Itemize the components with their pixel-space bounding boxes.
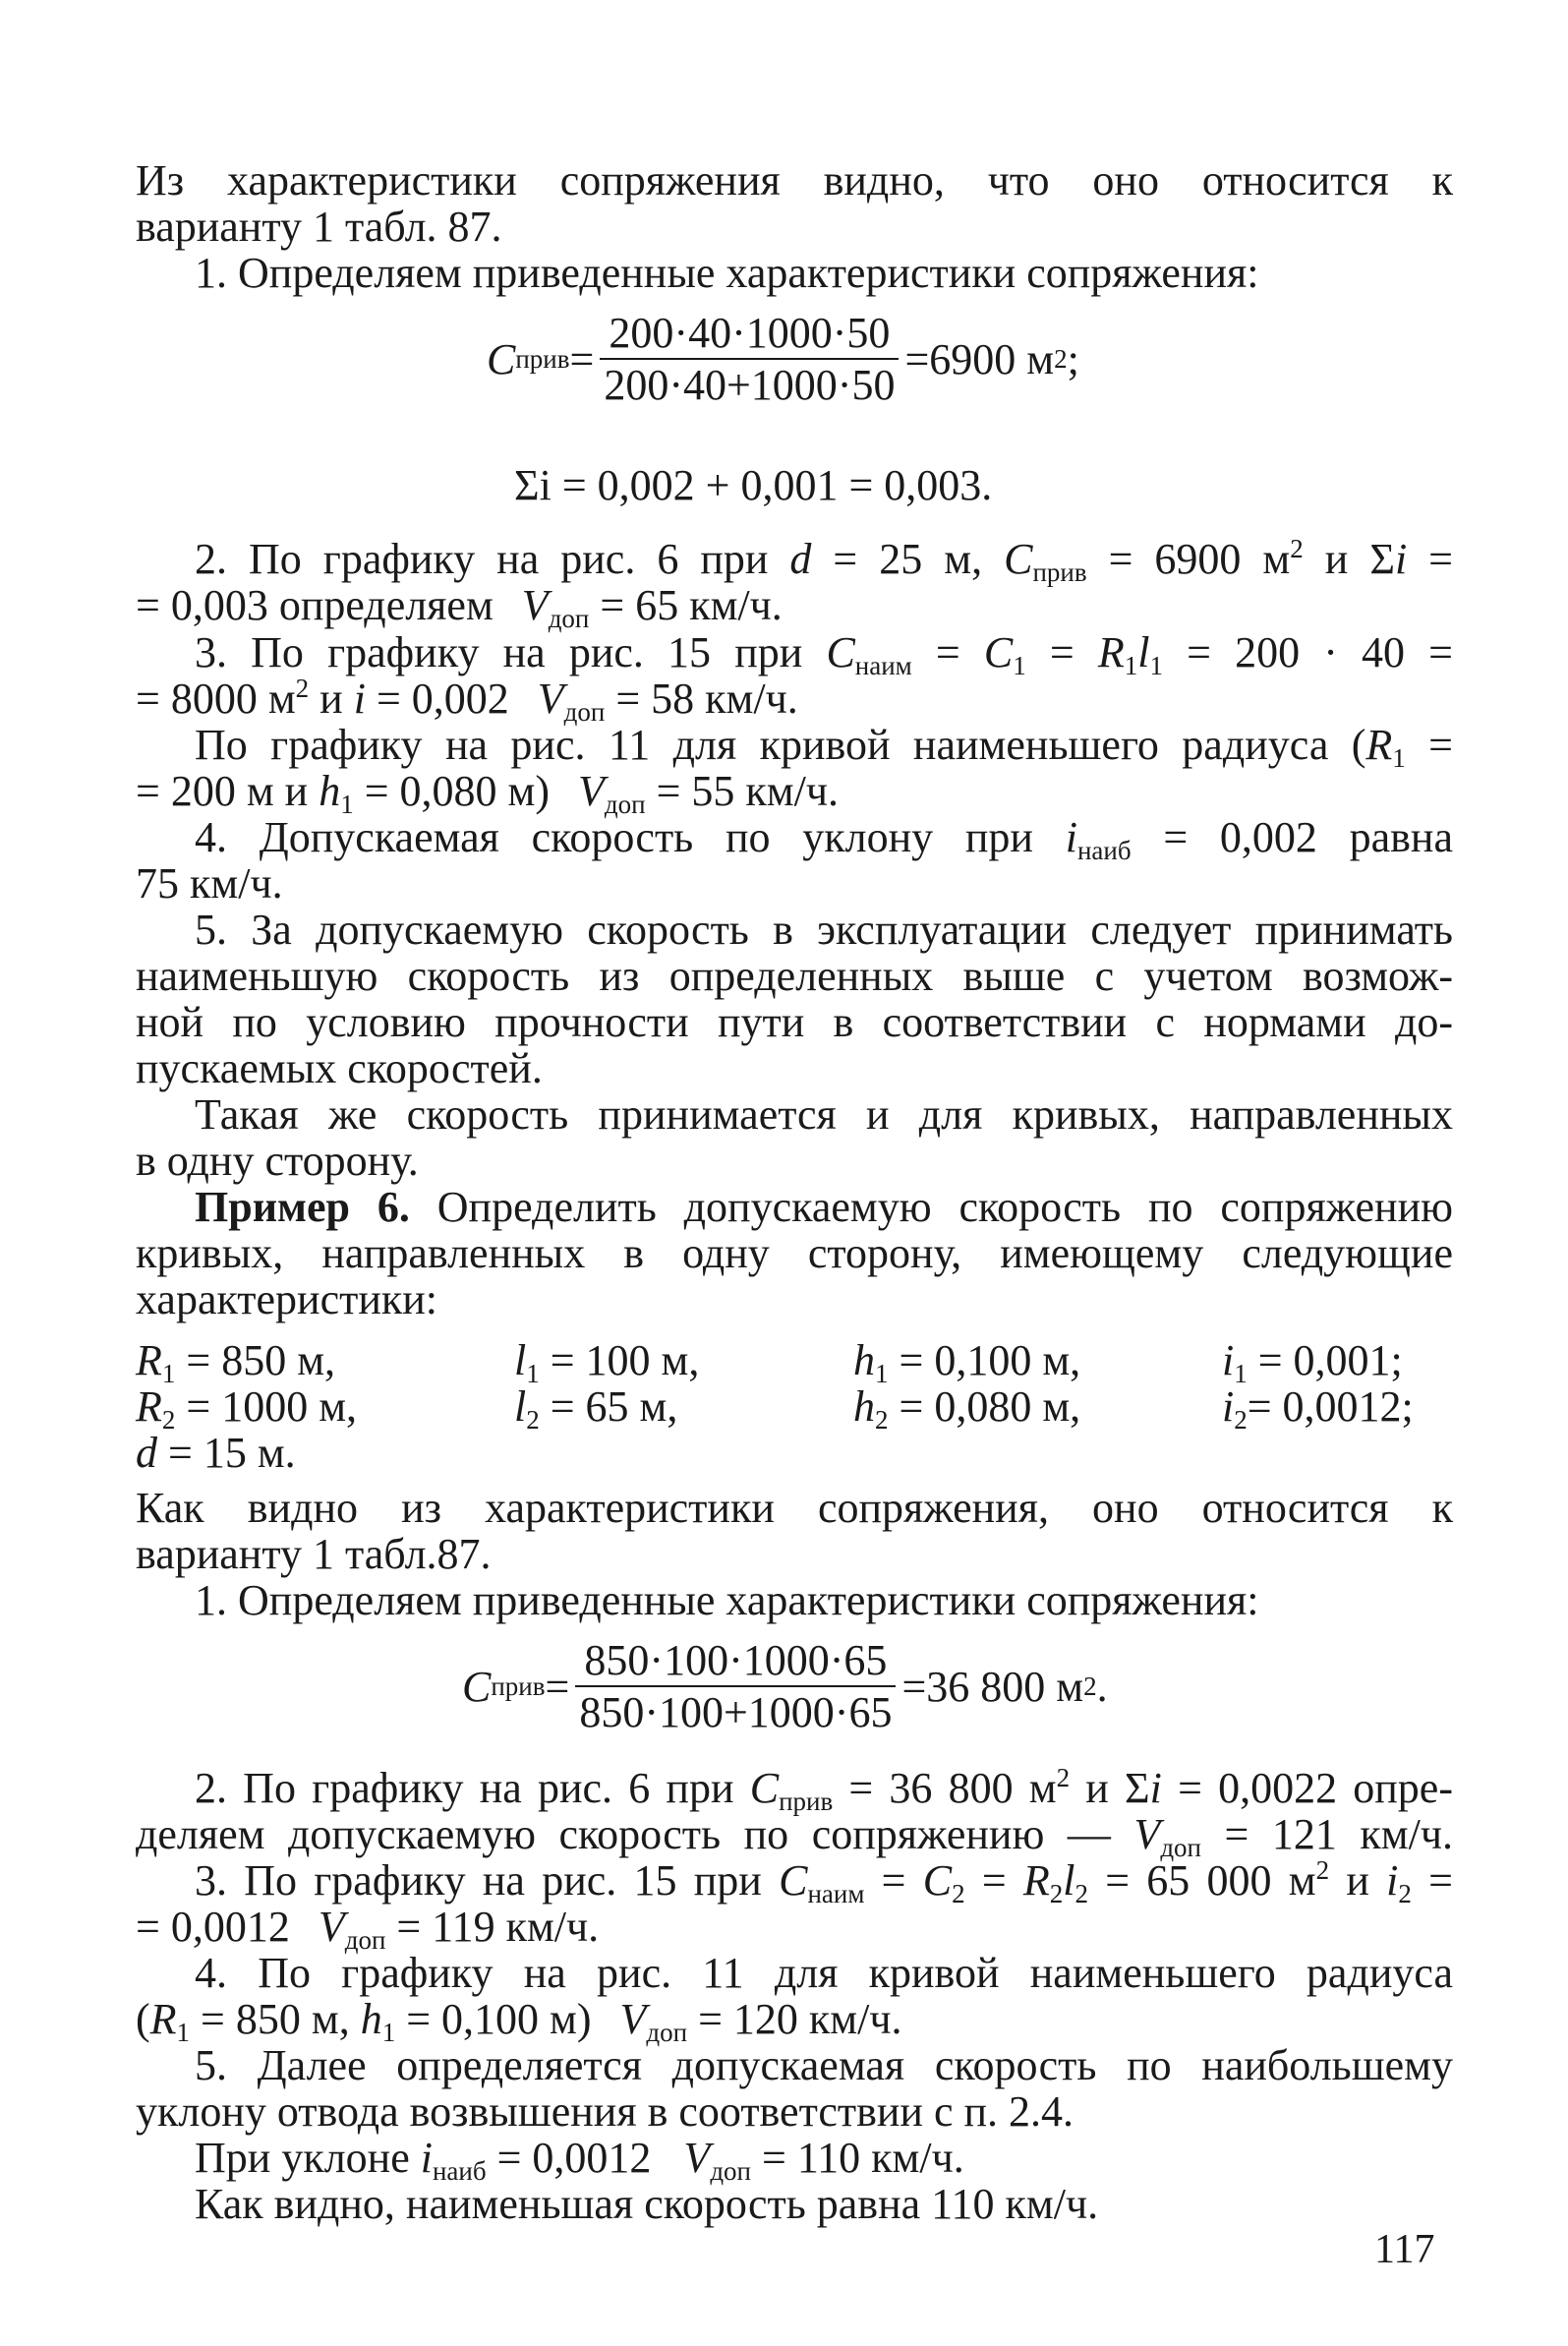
formula-c-priv-2: C прив = $\frac{850\cdot 100\cdot 1000\cdot 65}{850\cdot 100+1000\cdot 65}$ =36 800 м 2 . xyxy=(462,1636,1108,1736)
example6-line1: Пример 6. Определить допускаемую скорость по сопряжению xyxy=(195,1183,1453,1231)
parameter-value: = 65 м, xyxy=(539,1382,678,1431)
parameter-value: = 0,100 м, xyxy=(888,1336,1081,1384)
parameter-cell xyxy=(136,1336,514,1388)
b1-step5-line4: пускаемых скоростей. xyxy=(136,1044,543,1092)
parameter-index: 2 xyxy=(1234,1405,1248,1435)
formula-c-priv-1: C прив = $\frac{200\cdot 40\cdot 1000\cdot 50}{200\cdot 40+1000\cdot 50}$ =6900 м 2 ; xyxy=(487,309,1079,409)
b2-line2: варианту 1 табл.87. xyxy=(136,1530,492,1578)
parameter-value: = 0,0012; xyxy=(1247,1382,1414,1431)
parameter-symbol: l xyxy=(514,1382,527,1431)
intro-line-1: Из характеристики сопряжения видно, что оно относится к xyxy=(136,156,1453,205)
page-number: 117 xyxy=(1374,2227,1435,2272)
example6-line3: характеристики: xyxy=(136,1275,438,1323)
b3-final-line: Как видно, наименьшая скорость равна 110 км/ч. xyxy=(195,2180,1099,2228)
b1-same-speed-line2: в одну сторону. xyxy=(136,1137,419,1185)
parameter-symbol: R xyxy=(136,1382,162,1431)
b1-step5-line3: ной по условию прочности пути в соответствии с нормами до- xyxy=(136,998,1453,1046)
parameter-index: 1 xyxy=(875,1359,889,1388)
example6-line2: кривых, направленных в одну сторону, имеющему следующие xyxy=(136,1229,1453,1277)
b1-same-speed-line1: Такая же скорость принимается и для кривых, направленных xyxy=(195,1090,1453,1139)
b3-slope-line: При уклоне $i_{наиб} = 0,0012$ $V_{доп} = 110$ км/ч. xyxy=(195,2134,964,2186)
parameter-index: 1 xyxy=(526,1359,540,1388)
b2-line1: Как видно из характеристики сопряжения, оно относится к xyxy=(136,1484,1453,1532)
b1-step2-line2: = 0,003 определяем $V_{доп} = 65$ км/ч. xyxy=(136,581,783,633)
parameter-row xyxy=(136,1430,1453,1476)
parameter-cell xyxy=(1222,1382,1453,1435)
fraction: $\frac{200\cdot 40\cdot 1000\cdot 50}{200\cdot 40+1000\cdot 50}$ xyxy=(600,310,899,408)
parameter-cell xyxy=(514,1382,853,1435)
parameter-symbol: h xyxy=(853,1382,875,1431)
fraction: $\frac{850\cdot 100\cdot 1000\cdot 65}{850\cdot 100+1000\cdot 65}$ xyxy=(575,1637,896,1735)
parameter-cell xyxy=(136,1382,514,1435)
parameter-index: 1 xyxy=(1234,1359,1248,1388)
b3-step2-line2: деляем допускаемую скорость по сопряжению — $V_{доп} = 121$ км/ч. xyxy=(136,1810,1453,1862)
parameter-index: 2 xyxy=(526,1405,540,1435)
curve-parameters xyxy=(136,1337,1453,1476)
parameter-symbol: h xyxy=(853,1336,875,1384)
parameter-value: = 15 м. xyxy=(157,1429,296,1477)
b1-step5-line2: наименьшую скорость из определенных выше с учетом возмож- xyxy=(136,952,1453,1000)
b3-step5-line2: уклону отвода возвышения в соответствии с п. 2.4. xyxy=(136,2087,1074,2136)
parameter-value: = 100 м, xyxy=(539,1336,700,1384)
b3-step4-line2: ($R_1 = 850$ м, $h_1 = 0,100$ м) $V_{доп} = 120$ км/ч. xyxy=(136,1995,902,2047)
b1-step2-line1: 2. По графику на рис. 6 при d = 25 м, $C_{прив} = 6900$ $м^2$ и Σi = xyxy=(195,534,1453,587)
parameter-value: = 850 м, xyxy=(175,1336,336,1384)
parameter-symbol: i xyxy=(1222,1336,1235,1384)
b1-step5-line1: 5. За допускаемую скорость в эксплуатации следует принимать xyxy=(195,906,1453,954)
formula-sum-i: Σi = 0,002 + 0,001 = 0,003. xyxy=(514,461,993,509)
parameter-symbol: d xyxy=(136,1429,157,1477)
step1-heading: 1. Определяем приведенные характеристики сопряжения: xyxy=(195,249,1259,297)
parameter-cell xyxy=(136,1430,514,1476)
parameter-index: 2 xyxy=(161,1405,176,1435)
parameter-value: = 0,080 м, xyxy=(888,1382,1081,1431)
b1-para-line1: По графику на рис. 11 для кривой наименьшего радиуса ($R_1$ = xyxy=(195,721,1454,773)
parameter-cell xyxy=(853,1382,1222,1435)
parameter-symbol: l xyxy=(514,1336,527,1384)
b1-step4-line2: 75 км/ч. xyxy=(136,859,283,908)
parameter-value: = 0,001; xyxy=(1247,1336,1403,1384)
parameter-cell xyxy=(1222,1336,1453,1388)
b3-step2-line1: 2. По графику на рис. 6 при $C_{прив} = 36$ 800 $м^2$ и Σi = 0,0022 опре- xyxy=(195,1763,1453,1816)
b1-step3-line1: 3. По графику на рис. 15 при $C_{наим} = C_1 = R_1l_1 = 200 \cdot 40$ = xyxy=(195,628,1453,680)
b1-para-line2: = 200 м и $h_1 = 0,080$ м) $V_{доп} = 55$ км/ч. xyxy=(136,767,839,819)
b3-step5-line1: 5. Далее определяется допускаемая скорость по наибольшему xyxy=(195,2041,1453,2089)
parameter-value: = 1000 м, xyxy=(175,1382,358,1431)
b1-step3-line2: = 8000 $м^2$ и i = 0,002 $V_{доп} = 58$ км/ч. xyxy=(136,674,798,727)
parameter-index: 2 xyxy=(875,1405,889,1435)
b3-step3-line2: = 0,0012 $V_{доп} = 119$ км/ч. xyxy=(136,1903,600,1955)
parameter-cell xyxy=(853,1336,1222,1388)
parameter-row xyxy=(136,1336,1453,1388)
parameter-index: 1 xyxy=(161,1359,176,1388)
b2-step1-heading: 1. Определяем приведенные характеристики сопряжения: xyxy=(195,1576,1259,1624)
parameter-row xyxy=(136,1382,1453,1435)
parameter-symbol: i xyxy=(1222,1382,1235,1431)
intro-line-2: варианту 1 табл. 87. xyxy=(136,203,502,251)
b3-step3-line1: 3. По графику на рис. 15 при $C_{наим} = C_2 = R_2l_2 = 65$ 000 $м^2$ и $i_2$ = xyxy=(195,1855,1453,1908)
b1-step4-line1: 4. Допускаемая скорость по уклону при $i_{наиб} = 0,002$ равна xyxy=(195,813,1453,865)
b3-step4-line1: 4. По графику на рис. 11 для кривой наименьшего радиуса xyxy=(195,1949,1453,1997)
parameter-symbol: R xyxy=(136,1336,162,1384)
parameter-cell xyxy=(514,1336,853,1388)
example6-label: Пример 6. xyxy=(195,1183,410,1231)
